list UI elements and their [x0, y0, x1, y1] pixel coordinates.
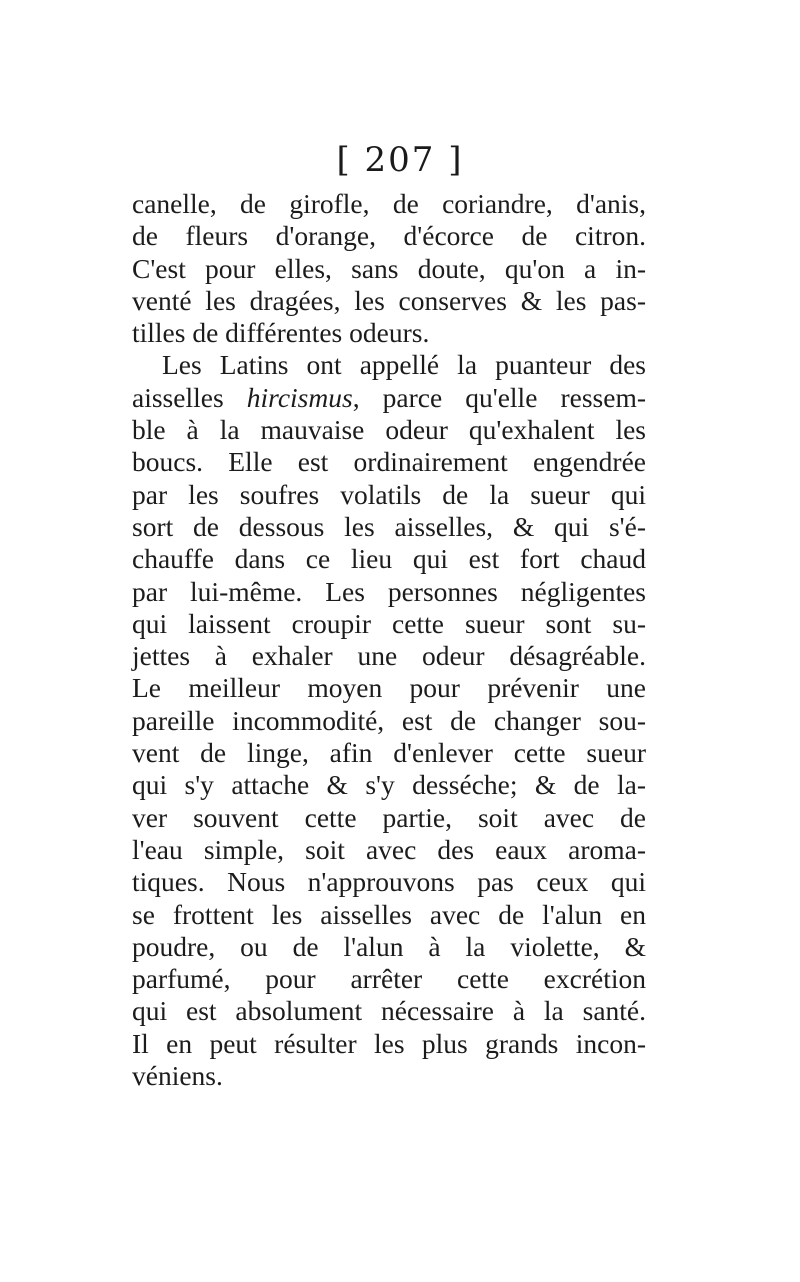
text-line: venté les dragées, les conserves & les pas-: [132, 284, 646, 316]
text-line: par les soufres volatils de la sueur qui: [132, 478, 646, 510]
text-fragment: aisselles: [132, 381, 224, 413]
text-line: Le meilleur moyen pour prévenir une: [132, 672, 646, 704]
text-line: boucs. Elle est ordinairement engendrée: [132, 446, 646, 478]
text-line: par lui-même. Les personnes négligentes: [132, 575, 646, 607]
text-line-with-emphasis: [132, 382, 646, 414]
text-line: Les Latins ont appellé la puanteur des: [162, 349, 646, 381]
body-text: [132, 188, 646, 1092]
text-line: Il en peut résulter les plus grands incon-: [132, 1027, 646, 1059]
text-line: poudre, ou de l'alun à la violette, &: [132, 930, 646, 962]
text-line: chauffe dans ce lieu qui est fort chaud: [132, 543, 646, 575]
text-line: qui laissent croupir cette sueur sont su-: [132, 607, 646, 639]
text-line: vent de linge, afin d'enlever cette sueur: [132, 737, 646, 769]
text-line: sort de dessous les aisselles, & qui s'é-: [132, 510, 646, 542]
text-fragment: , parce qu'elle ressem-: [352, 381, 647, 413]
text-line: pareille incommodité, est de changer sou-: [132, 704, 646, 736]
text-line: tilles de différentes odeurs.: [132, 317, 430, 349]
page-number-header: [ 207 ]: [336, 140, 464, 180]
text-line: de fleurs d'orange, d'écorce de citron.: [132, 220, 646, 252]
text-line: se frottent les aisselles avec de l'alun en: [132, 898, 646, 930]
text-line: qui est absolument nécessaire à la santé.: [132, 995, 646, 1027]
text-line: tiques. Nous n'approuvons pas ceux qui: [132, 866, 646, 898]
text-line: ble à la mauvaise odeur qu'exhalent les: [132, 414, 646, 446]
text-line: véniens.: [132, 1060, 223, 1092]
text-line: C'est pour elles, sans doute, qu'on a in-: [132, 252, 646, 284]
text-line: qui s'y attache & s'y desséche; & de la-: [132, 769, 646, 801]
latin-term: hircismus: [246, 381, 353, 413]
text-line: parfumé, pour arrêter cette excrétion: [132, 963, 646, 995]
text-line: jettes à exhaler une odeur désagréable.: [132, 640, 646, 672]
text-line: canelle, de girofle, de coriandre, d'anis,: [132, 188, 646, 219]
text-line: ver souvent cette partie, soit avec de: [132, 801, 646, 833]
text-line: l'eau simple, soit avec des eaux aroma-: [132, 833, 646, 865]
